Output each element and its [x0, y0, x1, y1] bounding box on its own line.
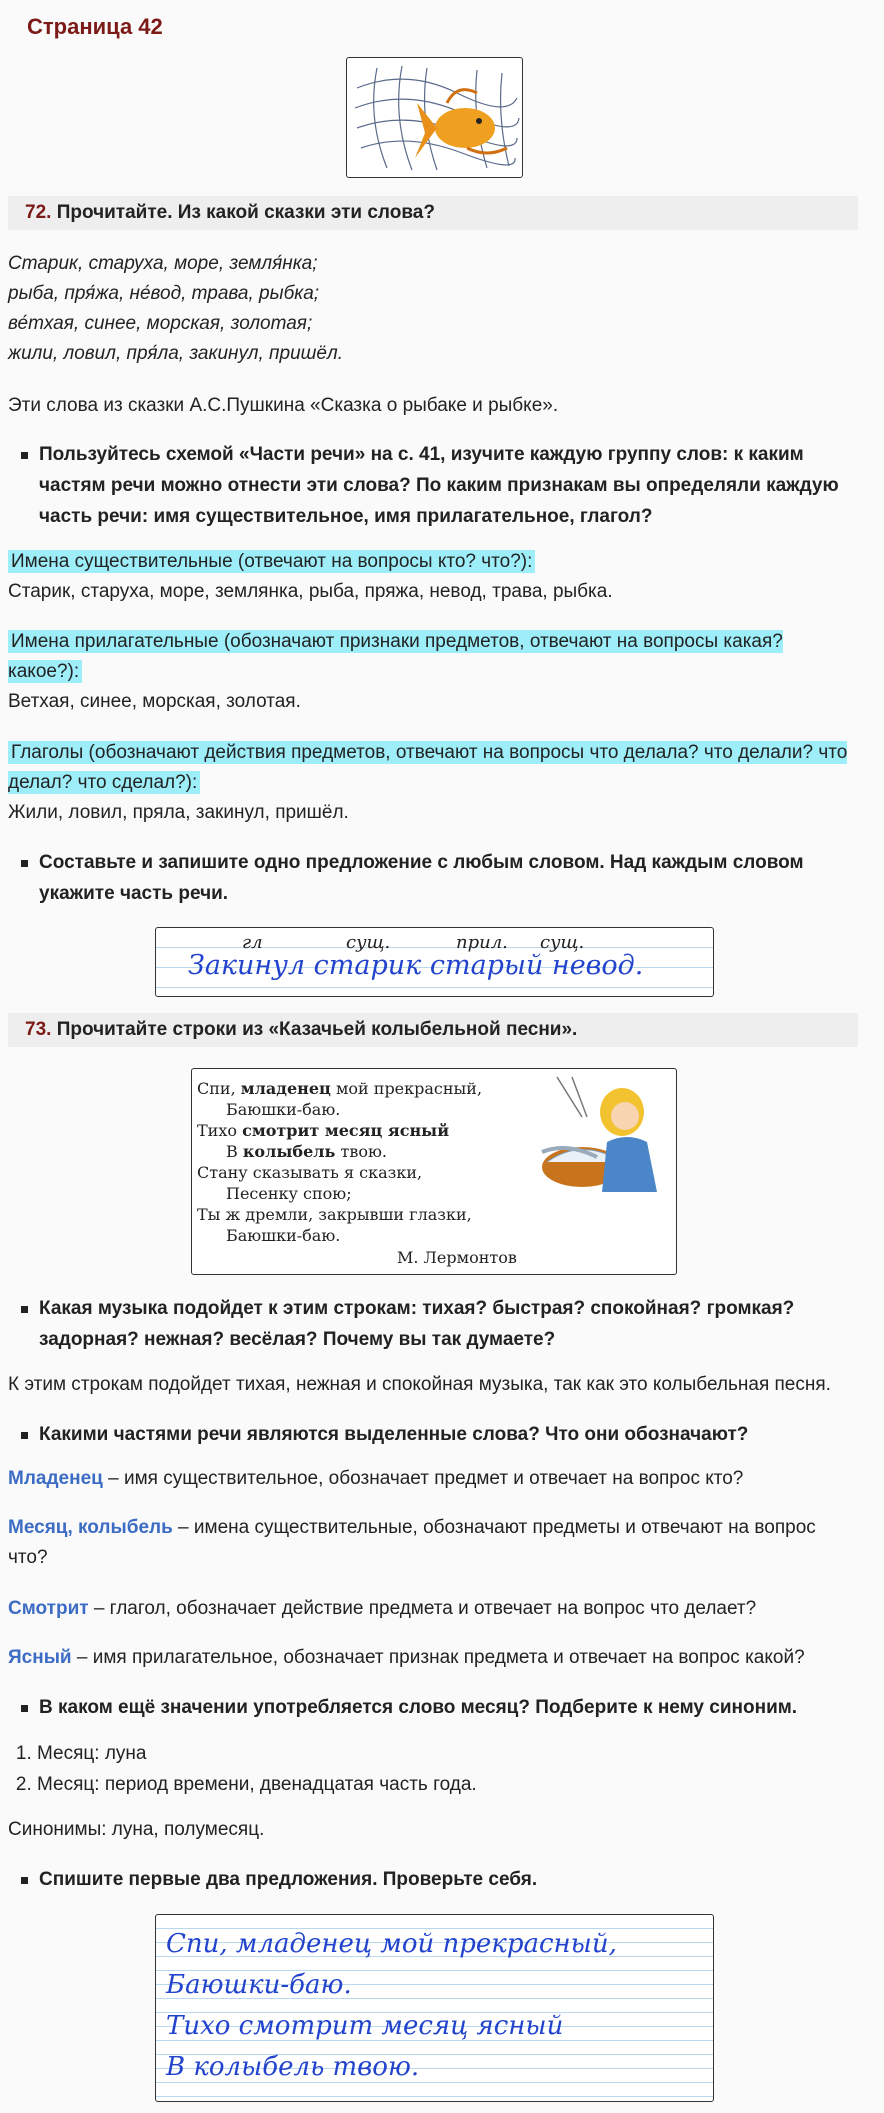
verbs-label: Глаголы (обозначают действия предметов, отвечают на вопросы что делала? что делали? что делал? что сделал?): — [8, 742, 848, 793]
exercise-title: Прочитайте строки из «Казачьей колыбельной песни». — [56, 1019, 578, 1040]
word-explanation: Смотрит – глагол, обозначает действие предмета и отвечает на вопрос что делает? — [8, 1598, 757, 1619]
task-bullet: В каком ещё значении употребляется слово месяц? Подберите к нему синоним. — [12, 1692, 862, 1723]
answer-text: Эти слова из сказки А.С.Пушкина «Сказка о рыбаке и рыбке». — [8, 395, 559, 416]
synonyms-text: Синонимы: луна, полумесяц. — [8, 1819, 265, 1840]
word-line: жили, ловил, пря́ла, закинул, пришёл. — [8, 343, 343, 364]
verbs-block — [8, 738, 864, 828]
handwritten-line: Спи, младенец мой прекрасный, — [166, 1929, 617, 1959]
exercise-72-header — [8, 196, 858, 230]
goldfish-in-net-image — [347, 58, 522, 177]
word-explanation: Ясный – имя прилагательное, обозначает признак предмета и отвечает на вопрос какой? — [8, 1647, 805, 1668]
verbs-list: Жили, ловил, пряла, закинул, пришёл. — [8, 802, 349, 823]
task-bullet: Спишите первые два предложения. Проверьте себя. — [12, 1864, 862, 1895]
nouns-block — [8, 547, 868, 607]
fish-illustration — [346, 57, 523, 178]
exercise-number: 73. — [25, 1019, 52, 1040]
list-item: 2. Месяц: период времени, двенадцатая часть года. — [37, 1769, 477, 1800]
poem-line: В колыбель твою. — [226, 1142, 387, 1161]
poem-box — [191, 1068, 677, 1275]
handwritten-sentence-box — [155, 927, 714, 997]
word-line: рыба, пря́жа, не́вод, трава, рыбка; — [8, 283, 320, 304]
word-explanation: Месяц, колыбель – имена существительные, обозначают предметы и отвечают на вопрос что? — [8, 1517, 816, 1568]
meanings-list — [8, 1738, 477, 1800]
answer-text: К этим строкам подойдет тихая, нежная и спокойная музыка, так как это колыбельная песня. — [8, 1374, 831, 1395]
adjectives-block — [8, 627, 808, 717]
word-list — [8, 249, 868, 369]
poem-line: Песенку спою; — [226, 1184, 352, 1203]
poem-line: Баюшки-баю. — [226, 1226, 341, 1245]
poem-author: М. Лермонтов — [397, 1248, 517, 1267]
adjectives-list: Ветхая, синее, морская, золотая. — [8, 691, 301, 712]
task-bullet: Составьте и запишите одно предложение с любым словом. Над каждым словом укажите часть речи. — [12, 847, 862, 909]
poem-line: Ты ж дремли, закрывши глазки, — [197, 1205, 472, 1224]
part-of-speech-label: гл — [242, 932, 263, 953]
poem-line: Баюшки-баю. — [226, 1100, 341, 1119]
word-line: Старик, старуха, море, земля́нка; — [8, 253, 318, 274]
task-bullet: Какая музыка подойдет к этим строкам: тихая? быстрая? спокойная? громкая? задорная? нежная? весёлая? Почему вы так думаете? — [12, 1293, 862, 1355]
part-of-speech-label: сущ. — [346, 932, 391, 953]
exercise-73-header — [8, 1013, 858, 1047]
adjectives-label: Имена прилагательные (обозначают признаки предметов, отвечают на вопросы какая? какое?): — [8, 631, 783, 682]
page-title: Страница 42 — [27, 14, 163, 39]
nouns-label: Имена существительные (отвечают на вопросы кто? что?): — [8, 550, 535, 573]
poem-line: Стану сказывать я сказки, — [197, 1163, 423, 1182]
handwritten-line: Тихо смотрит месяц ясный — [166, 2011, 564, 2041]
nouns-list: Старик, старуха, море, землянка, рыба, пряжа, невод, трава, рыбка. — [8, 581, 613, 602]
task-bullet: Какими частями речи являются выделенные слова? Что они обозначают? — [12, 1419, 862, 1450]
exercise-number: 72. — [25, 202, 52, 223]
handwritten-sentence: Закинул старик старый невод. — [188, 950, 644, 981]
handwritten-line: В колыбель твою. — [166, 2052, 420, 2082]
mother-cradle-image — [527, 1072, 667, 1212]
part-of-speech-label: прил. — [456, 932, 508, 953]
word-line: ве́тхая, синее, морская, золотая; — [8, 313, 313, 334]
handwritten-line: Баюшки-баю. — [166, 1970, 352, 2000]
exercise-title: Прочитайте. Из какой сказки эти слова? — [56, 202, 435, 223]
word-explanation: Младенец – имя существительное, обозначает предмет и отвечает на вопрос кто? — [8, 1468, 744, 1489]
part-of-speech-label: сущ. — [540, 932, 585, 953]
task-bullet: Пользуйтесь схемой «Части речи» на с. 41, изучите каждую группу слов: к каким частям речи можно отнести эти слова? По каким признакам вы определяли каждую часть речи: имя существительное, имя прилагательное, глагол? — [12, 439, 862, 532]
poem-line: Спи, младенец мой прекрасный, — [197, 1079, 483, 1098]
poem-line: Тихо смотрит месяц ясный — [197, 1121, 450, 1140]
list-item: 1. Месяц: луна — [37, 1738, 477, 1769]
handwritten-copy-box — [155, 1914, 714, 2102]
